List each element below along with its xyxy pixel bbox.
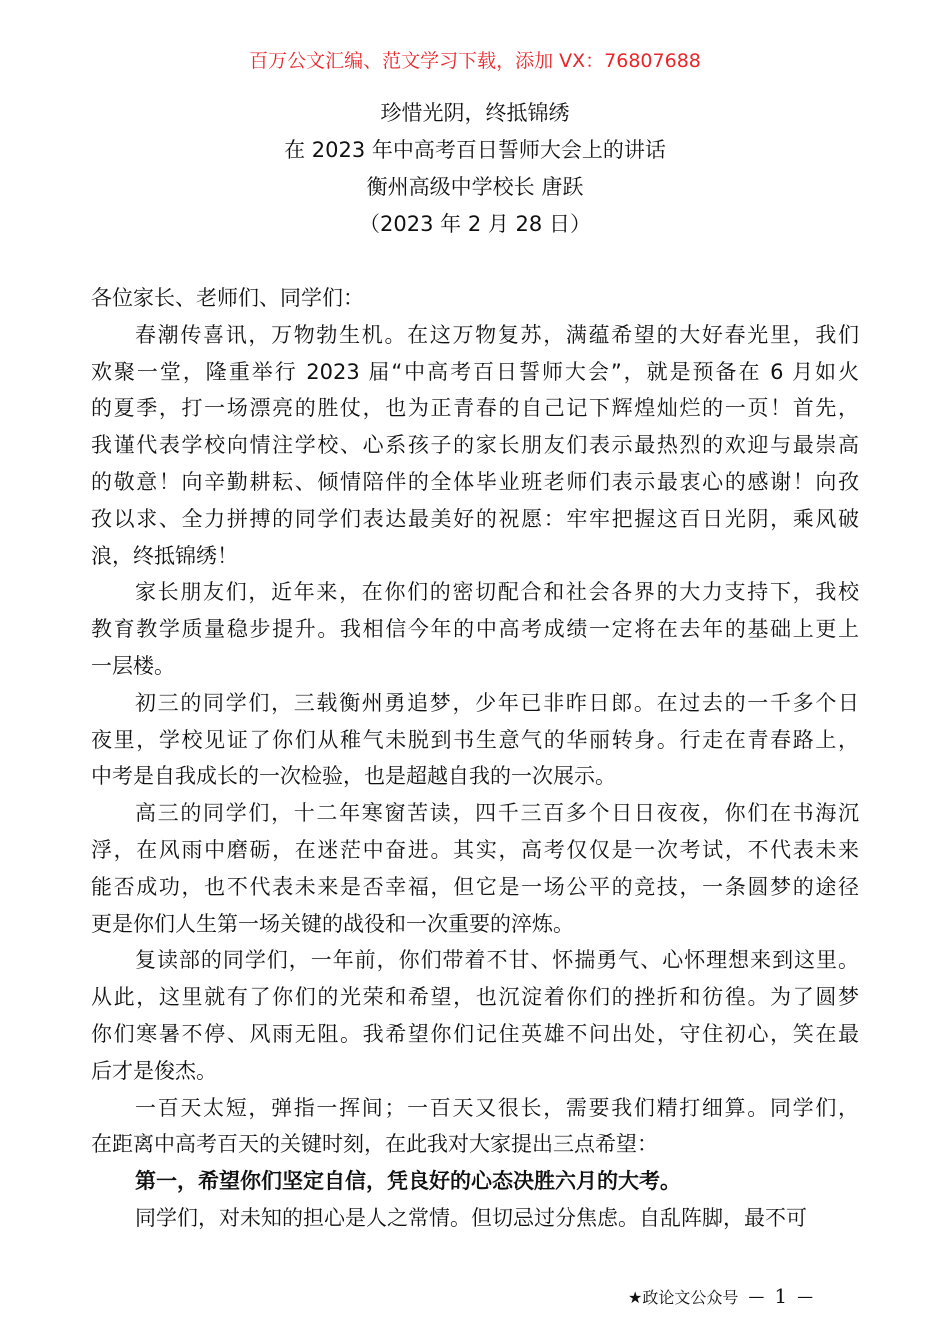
watermark-banner: 百万公文汇编、范文学习下载，添加 VX：76807688 [249, 50, 701, 72]
section-heading: 第一，希望你们坚定自信，凭良好的心态决胜六月的大考。 [135, 1169, 681, 1194]
date-line: （2023 年 2 月 28 日） [359, 212, 591, 236]
paragraph [91, 942, 859, 1089]
paragraph [91, 795, 859, 942]
document-subtitle: 在 2023 年中高考百日誓师大会上的讲话 [284, 138, 666, 162]
paragraph-line: 后才是俊杰。 [91, 1058, 217, 1083]
paragraph-line: 从此，这里就有了你们的光荣和希望，也沉淀着你们的挫折和彷徨。为了圆梦 [91, 985, 859, 1010]
paragraph-line: 复读部的同学们，一年前，你们带着不甘、怀揣勇气、心怀理想来到这里。 [135, 948, 859, 973]
paragraph-line: 一层楼。 [91, 653, 175, 678]
footer-dash: — [797, 1286, 814, 1306]
paragraph-line: 同学们，对未知的担心是人之常情。但切忌过分焦虑。自乱阵脚，最不可 [135, 1205, 807, 1230]
paragraph-line: 夜里，学校见证了你们从稚气未脱到书生意气的华丽转身。行走在青春路上， [91, 727, 859, 752]
paragraph [91, 317, 859, 575]
paragraph-line: 孜以求、全力拼搏的同学们表达最美好的祝愿：牢牢把握这百日光阴，乘风破 [91, 506, 859, 531]
paragraph [91, 1090, 859, 1164]
document-body [91, 280, 859, 1237]
paragraph-line: 你们寒暑不停、风雨无阻。我希望你们记住英雄不问出处，守住初心，笑在最 [91, 1021, 859, 1046]
paragraph-line: 浪，终抵锦绣！ [91, 543, 238, 568]
paragraph-line: 中考是自我成长的一次检验，也是超越自我的一次展示。 [91, 764, 616, 789]
paragraph-line: 我谨代表学校向情注学校、心系孩子的家长朋友们表示最热烈的欢迎与最崇高 [91, 433, 859, 458]
paragraph-line: 更是你们人生第一场关键的战役和一次重要的淬炼。 [91, 911, 574, 936]
footer-source: ★政论文公众号 [628, 1287, 739, 1307]
footer-dash: — [748, 1286, 765, 1306]
page-footer [628, 1284, 813, 1308]
paragraph-line: 高三的同学们，十二年寒窗苦读，四千三百多个日日夜夜，你们在书海沉 [135, 801, 859, 826]
paragraph-line: 的夏季，打一场漂亮的胜仗，也为正青春的自己记下辉煌灿烂的一页！首先， [91, 396, 859, 421]
paragraph [91, 574, 859, 684]
paragraph-line: 春潮传喜讯，万物勃生机。在这万物复苏，满蕴希望的大好春光里，我们 [135, 322, 859, 347]
paragraph-line: 家长朋友们，近年来，在你们的密切配合和社会各界的大力支持下，我校 [135, 580, 859, 605]
paragraph-line: 浮，在风雨中磨砺，在迷茫中奋进。其实，高考仅仅是一次考试，不代表未来 [91, 837, 859, 862]
paragraph-line: 的敬意！向辛勤耕耘、倾情陪伴的全体毕业班老师们表示最衷心的感谢！向孜 [91, 469, 859, 494]
paragraphs [91, 317, 859, 1163]
page-number: 1 [774, 1284, 788, 1308]
paragraph-line: 初三的同学们，三载衡州勇追梦，少年已非昨日郎。在过去的一千多个日 [135, 690, 859, 715]
paragraph-line: 一百天太短，弹指一挥间；一百天又很长，需要我们精打细算。同学们， [135, 1095, 859, 1120]
paragraph-line: 在距离中高考百天的关键时刻，在此我对大家提出三点希望： [91, 1132, 658, 1157]
document-title: 珍惜光阴，终抵锦绣 [380, 101, 570, 125]
paragraph-line: 教育教学质量稳步提升。我相信今年的中高考成绩一定将在去年的基础上更上 [91, 617, 859, 642]
speaker-line: 衡州高级中学校长 唐跃 [366, 175, 584, 199]
paragraph-line: 欢聚一堂，隆重举行 2023 届“中高考百日誓师大会”，就是预备在 6 月如火 [91, 359, 859, 384]
paragraph [91, 685, 859, 795]
salutation: 各位家长、老师们、同学们： [91, 286, 364, 310]
paragraph-line: 能否成功，也不代表未来是否幸福，但它是一场公平的竞技，一条圆梦的途径 [91, 874, 859, 899]
